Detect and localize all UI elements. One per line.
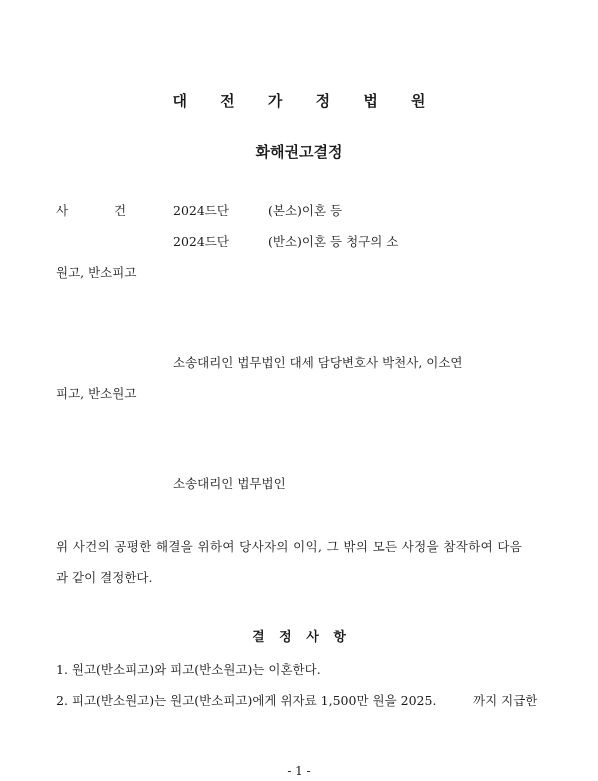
- order-item-2: 2. 피고(반소원고)는 원고(반소피고)에게 위자료 1,500만 원을 2025.: [56, 693, 437, 708]
- preamble-line-2: 과 같이 결정한다.: [56, 570, 153, 585]
- plaintiff-role: 원고, 반소피고: [56, 265, 137, 280]
- page-number: - 1 -: [287, 764, 311, 778]
- case-label-right: 건: [114, 203, 127, 218]
- preamble-line-1: 위 사건의 공평한 해결을 위하여 당사자의 이익, 그 밖의 모든 사정을 참작하여 다음: [56, 539, 523, 554]
- document-title: 화해권고결정: [255, 143, 343, 161]
- case-name-2: (반소)이혼 등 청구의 소: [268, 234, 399, 249]
- court-name: 대 전 가 정 법 원: [172, 92, 440, 110]
- case-name-1: (본소)이혼 등: [268, 203, 343, 218]
- plaintiff-counsel: 소송대리인 법무법인 대세 담당변호사 박천사, 이소연: [173, 355, 463, 370]
- order-heading: 결 정 사 항: [252, 630, 351, 645]
- order-item-1: 1. 원고(반소피고)와 피고(반소원고)는 이혼한다.: [56, 662, 321, 677]
- case-number-2: 2024드단: [173, 234, 229, 249]
- defendant-role: 피고, 반소원고: [56, 386, 137, 401]
- case-number-1: 2024드단: [173, 203, 229, 218]
- defendant-counsel: 소송대리인 법무법인: [173, 476, 286, 491]
- case-label-left: 사: [56, 203, 69, 218]
- order-item-2-continued: 까지 지급한: [473, 693, 538, 708]
